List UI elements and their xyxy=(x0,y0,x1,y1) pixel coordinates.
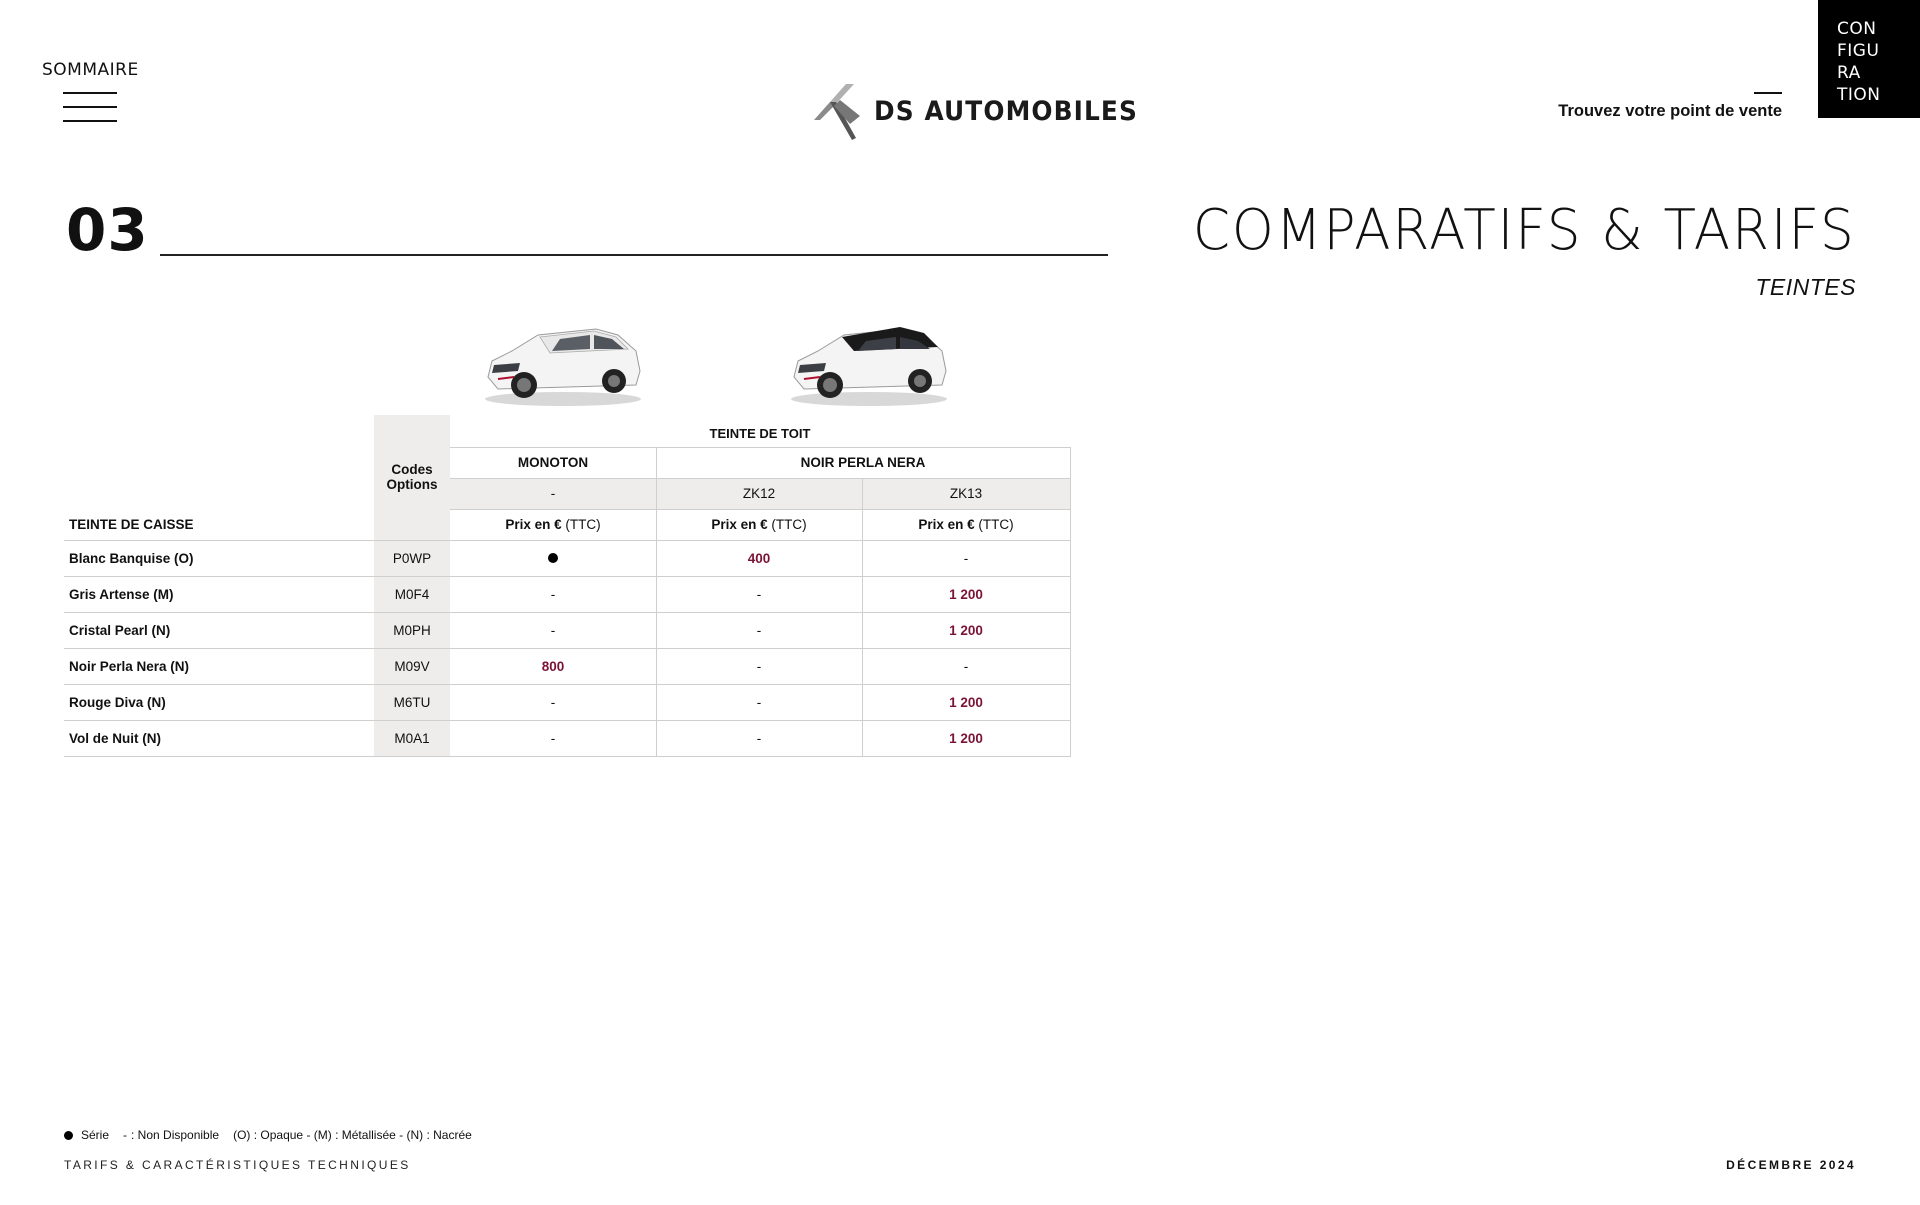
row-price: 1 200 xyxy=(949,694,983,710)
section-divider xyxy=(160,254,1108,256)
row-color-name: Vol de Nuit (N) xyxy=(69,730,161,746)
grid-line xyxy=(450,478,1070,479)
grid-line xyxy=(64,612,1070,613)
price-header xyxy=(656,509,862,540)
grid-line xyxy=(656,447,657,757)
row-price: - xyxy=(550,694,556,710)
price-label: Prix en € xyxy=(711,517,768,532)
codes-options-header: Codes Options xyxy=(386,462,438,492)
grid-line xyxy=(64,684,1070,685)
row-price: - xyxy=(756,586,762,602)
teintes-table xyxy=(64,415,1070,757)
dealer-rule xyxy=(1754,92,1782,94)
body-color-header: TEINTE DE CAISSE xyxy=(69,517,194,532)
row-price: 800 xyxy=(541,658,565,674)
car-monoton-image xyxy=(478,315,648,409)
legend-types: (O) : Opaque - (M) : Métallisée - (N) : Nacrée xyxy=(233,1128,472,1142)
row-price: - xyxy=(550,730,556,746)
config-line: RA xyxy=(1837,63,1861,83)
row-color-name: Cristal Pearl (N) xyxy=(69,622,171,638)
grid-line xyxy=(64,540,1070,541)
row-price: - xyxy=(550,586,556,602)
grid-line xyxy=(450,447,1070,448)
grid-line xyxy=(64,756,1070,757)
row-price: - xyxy=(963,658,969,674)
row-color-name: Gris Artense (M) xyxy=(69,586,174,602)
price-label: Prix en € xyxy=(505,517,562,532)
grid-line xyxy=(64,720,1070,721)
legend-non-dispo: : Non Disponible xyxy=(131,1128,220,1142)
roof-color-header: TEINTE DE TOIT xyxy=(709,425,811,441)
footer-document-title: TARIFS & CARACTÉRISTIQUES TECHNIQUES xyxy=(64,1158,411,1172)
row-price: 1 200 xyxy=(949,622,983,638)
price-header xyxy=(450,509,656,540)
row-color-name: Noir Perla Nera (N) xyxy=(69,658,190,674)
legend-non-dispo-symbol: - xyxy=(123,1128,128,1142)
price-label: Prix en € xyxy=(918,517,975,532)
row-color-name: Blanc Banquise (O) xyxy=(69,550,194,566)
section-number: 03 xyxy=(66,196,149,264)
sommaire-menu[interactable] xyxy=(42,60,152,134)
brand-name: DS AUTOMOBILES xyxy=(874,95,1139,127)
row-price: - xyxy=(963,550,969,566)
configuration-button[interactable] xyxy=(1818,0,1920,118)
grid-line xyxy=(862,478,863,757)
dealer-locator-link[interactable] xyxy=(1558,92,1782,121)
row-option-code: M0PH xyxy=(393,622,431,638)
row-color-name: Rouge Diva (N) xyxy=(69,694,166,710)
row-price: - xyxy=(756,658,762,674)
hamburger-icon[interactable] xyxy=(63,92,117,122)
grid-line xyxy=(64,576,1070,577)
group-monoton: MONOTON xyxy=(517,455,589,470)
footer-date: DÉCEMBRE 2024 xyxy=(1726,1158,1856,1172)
sommaire-label: SOMMAIRE xyxy=(42,60,139,80)
row-price: - xyxy=(756,622,762,638)
row-price: 1 200 xyxy=(949,730,983,746)
car-noir-perla-nera-image xyxy=(784,315,954,409)
row-option-code: M0A1 xyxy=(394,730,430,746)
serie-dot-icon xyxy=(64,1131,73,1140)
roof-code-zk13: ZK13 xyxy=(949,486,983,501)
row-option-code: P0WP xyxy=(392,550,432,566)
row-option-code: M09V xyxy=(394,658,430,674)
price-header xyxy=(862,509,1070,540)
row-price: 1 200 xyxy=(949,586,983,602)
legend-serie: Série xyxy=(81,1128,110,1142)
row-price: - xyxy=(550,622,556,638)
roof-code-zk12: ZK12 xyxy=(742,486,776,501)
legend xyxy=(64,1128,486,1142)
row-option-code: M0F4 xyxy=(394,586,430,602)
page-title: COMPARATIFS & TARIFS xyxy=(1193,198,1856,263)
config-line: CON xyxy=(1837,19,1877,39)
price-suffix: (TTC) xyxy=(771,517,807,532)
grid-line xyxy=(450,509,1070,510)
dealer-locator-label: Trouvez votre point de vente xyxy=(1558,102,1782,120)
grid-line xyxy=(64,648,1070,649)
serie-dot-icon xyxy=(450,540,656,576)
ds-automobiles-logo xyxy=(810,80,1161,142)
row-price: - xyxy=(756,694,762,710)
grid-line xyxy=(1070,447,1071,757)
config-line: TION xyxy=(1837,85,1881,105)
price-suffix: (TTC) xyxy=(565,517,601,532)
group-noir-perla-nera: NOIR PERLA NERA xyxy=(800,455,926,470)
row-option-code: M6TU xyxy=(393,694,431,710)
row-price: - xyxy=(756,730,762,746)
page-subtitle: TEINTES xyxy=(1755,274,1856,300)
ds-logo-icon xyxy=(810,80,864,142)
price-suffix: (TTC) xyxy=(978,517,1014,532)
config-line: FIGU xyxy=(1837,41,1880,61)
row-price: 400 xyxy=(747,550,771,566)
roof-code-monoton: - xyxy=(550,486,556,501)
